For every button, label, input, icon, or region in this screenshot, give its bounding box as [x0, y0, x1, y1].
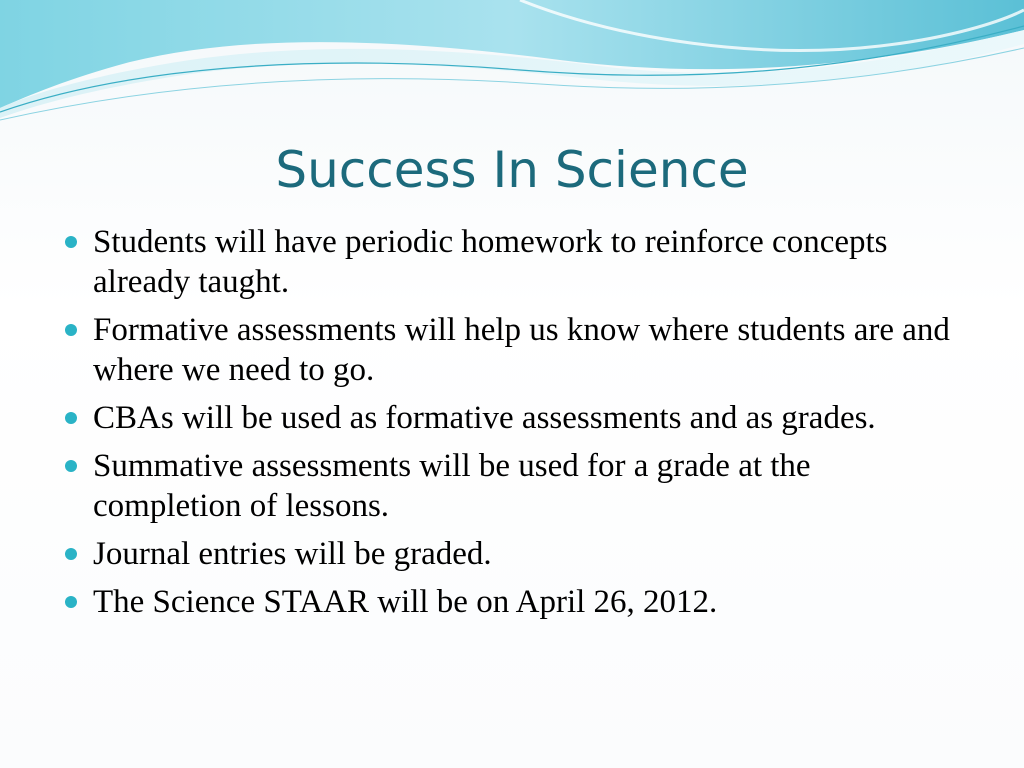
bullet-icon: [65, 460, 77, 472]
bullet-icon: [65, 324, 77, 336]
list-item: [64, 310, 964, 390]
bullet-icon: [65, 548, 77, 560]
bullet-text: Students will have periodic homework to reinforce concepts already taught.: [93, 224, 888, 300]
list-item: [64, 446, 964, 526]
decorative-wave-header: [0, 0, 1024, 130]
bullet-icon: [65, 596, 77, 608]
bullet-icon: [65, 412, 77, 424]
bullet-text: Formative assessments will help us know where students are and where we need to go.: [93, 312, 950, 388]
bullet-icon: [65, 236, 77, 248]
list-item: [64, 222, 964, 302]
bullet-text: Summative assessments will be used for a grade at the completion of lessons.: [93, 448, 811, 524]
bullet-list: [64, 222, 964, 630]
list-item: [64, 398, 964, 438]
slide-title: Success In Science: [275, 141, 749, 199]
bullet-text: The Science STAAR will be on April 26, 2012.: [93, 584, 718, 620]
bullet-text: Journal entries will be graded.: [93, 536, 492, 572]
list-item: [64, 582, 964, 622]
list-item: [64, 534, 964, 574]
bullet-text: CBAs will be used as formative assessments and as grades.: [93, 400, 876, 436]
